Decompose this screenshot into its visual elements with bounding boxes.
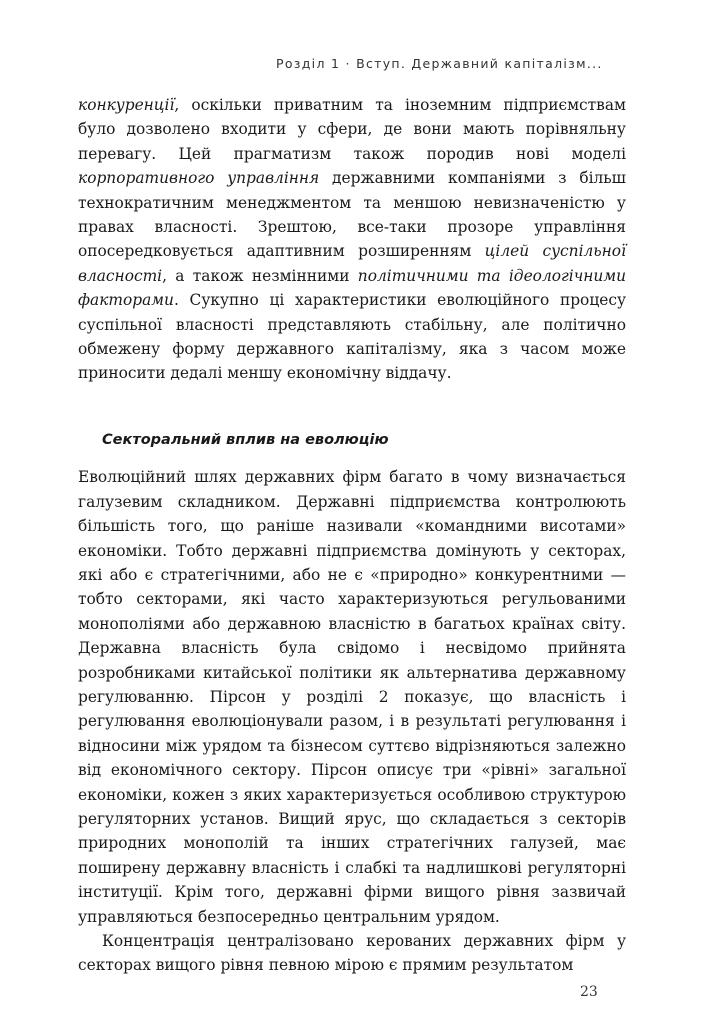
text-run: , а також незмінними <box>162 266 358 285</box>
section-heading: Секторальний вплив на еволюцію <box>102 431 389 448</box>
italic-term: корпоративного управління <box>78 169 320 188</box>
text-run: . Сукупно ці характеристики еволюційного процесу суспільної власності представляють стабільну, але політично обмежену форму державного капіталізму, яка з часом може приносити дедалі меншу економічну віддачу. <box>78 291 626 383</box>
paragraph-concentration: Концентрація централізовано керованих державних фірм у секторах вищого рівня певною мірою є прямим результатом <box>78 932 626 975</box>
text-run: , оскільки приватним та іноземним підприємствам було дозволено входити у сфери, де вони мають порівняльну перевагу. Цей прагматизм також породив нові моделі <box>78 96 626 163</box>
italic-term: політичними та ідеологічними факторами <box>78 266 627 310</box>
italic-term: конкуренції <box>78 96 175 114</box>
text-run: державними компаніями з більш технократичним менеджментом та меншою невизначеністю у правах власності. Зрештою, все-таки прозоре управління опосередковується адаптивним розширенням <box>78 169 626 261</box>
running-head: Розділ 1 · Вступ. Державний капіталізм... <box>276 56 603 71</box>
page-body <box>78 93 626 978</box>
paragraph-sectoral-influence: Еволюційний шлях державних фірм багато в чому визначається галузевим складником. Державні підприємства контролюють більшість того, що раніше називали «командними висотами» економіки. Тобто державні підприємства домінують у секторах, які або є стратегічними, або не є «природно» конкурентними — тобто секторами, які часто характеризуються регульованими монополіями або державною власністю в багатьох країнах світу. Державна власність була свідомо і несвідомо прийнята розробниками китайської політики як альтернатива державному регулюванню. Пірсон у розділі 2 показує, що власність і регулювання еволюціонували разом, і в результаті регулювання і відносини між урядом та бізнесом суттєво відрізняються залежно від економічного сектору. Пірсон описує три «рівні» загальної економіки, кожен з яких характеризується особливою структурою регуляторних установ. Вищий ярус, що складається з секторів природних монополій та інших стратегічних галузей, має поширену державну власність і слабкі та надлишкові регуляторні інституції. Крім того, державні фірми вищого рівня зазвичай управляються безпосередньо центральним урядом. <box>78 468 626 926</box>
italic-term: цілей суспільної власності <box>78 242 626 285</box>
page-number: 23 <box>580 984 598 1000</box>
paragraph-continued <box>78 93 626 386</box>
